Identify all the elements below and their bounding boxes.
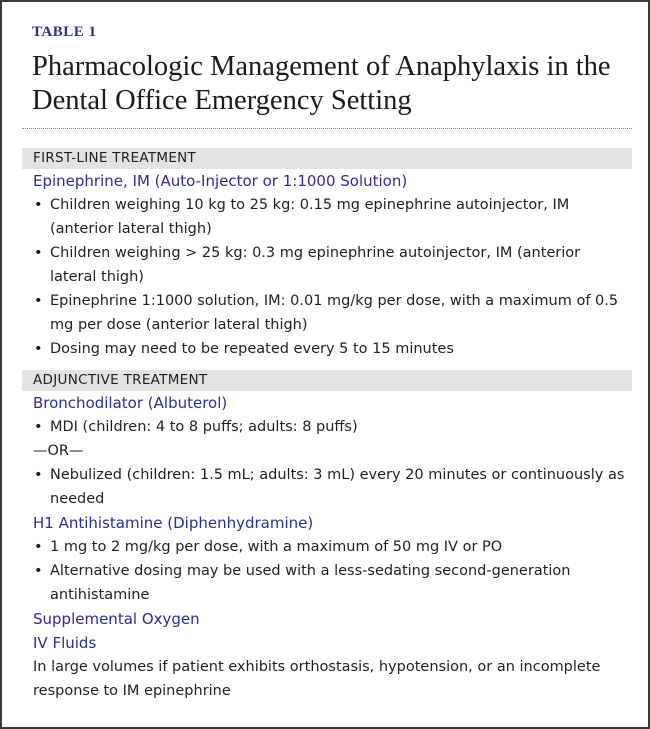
bullet-icon: •: [34, 467, 43, 483]
antihistamine-list: [22, 535, 632, 607]
antihistamine-subhead: H1 Antihistamine (Diphenhydramine): [33, 514, 314, 532]
iv-fluids-subhead: IV Fluids: [33, 634, 97, 652]
list-item: • Children weighing > 25 kg: 0.3 mg epinephrine autoinjector, IM (anterior lateral thigh): [22, 241, 632, 289]
table-label: TABLE 1: [32, 24, 97, 40]
table-content: [22, 148, 632, 703]
bullet-icon: •: [34, 341, 43, 357]
bronchodilator-list-2: [22, 463, 632, 511]
list-item: • 1 mg to 2 mg/kg per dose, with a maximum of 50 mg IV or PO: [22, 535, 632, 559]
bullet-icon: •: [34, 563, 43, 579]
list-item: • Children weighing 10 kg to 25 kg: 0.15 mg epinephrine autoinjector, IM (anterior lateral thigh): [22, 193, 632, 241]
first-line-header: FIRST-LINE TREATMENT: [22, 148, 632, 169]
table-title: Pharmacologic Management of Anaphylaxis in the Dental Office Emergency Setting: [32, 51, 611, 116]
bullet-icon: •: [34, 245, 43, 261]
first-line-list: [22, 193, 632, 361]
epinephrine-subhead: Epinephrine, IM (Auto-Injector or 1:1000 Solution): [33, 172, 408, 190]
list-item: • Dosing may need to be repeated every 5 to 15 minutes: [22, 337, 632, 361]
bronchodilator-list: [22, 415, 632, 439]
adjunctive-header: ADJUNCTIVE TREATMENT: [22, 370, 632, 391]
bullet-icon: •: [34, 197, 43, 213]
bullet-icon: •: [34, 539, 43, 555]
bullet-icon: •: [34, 419, 43, 435]
list-item: • Alternative dosing may be used with a less-sedating second-generation antihistamine: [22, 559, 632, 607]
title-divider: [22, 128, 632, 129]
list-item: • Nebulized (children: 1.5 mL; adults: 3 mL) every 20 minutes or continuously as needed: [22, 463, 632, 511]
oxygen-subhead: Supplemental Oxygen: [33, 610, 200, 628]
bullet-icon: •: [34, 293, 43, 309]
list-item: • Epinephrine 1:1000 solution, IM: 0.01 mg/kg per dose, with a maximum of 0.5 mg per dose (anterior lateral thigh): [22, 289, 632, 337]
list-item: • MDI (children: 4 to 8 puffs; adults: 8 puffs): [22, 415, 632, 439]
bronchodilator-subhead: Bronchodilator (Albuterol): [33, 394, 228, 412]
iv-fluids-text: In large volumes if patient exhibits orthostasis, hypotension, or an incomplete response to IM epinephrine: [33, 659, 601, 699]
or-separator: —OR—: [33, 443, 84, 459]
